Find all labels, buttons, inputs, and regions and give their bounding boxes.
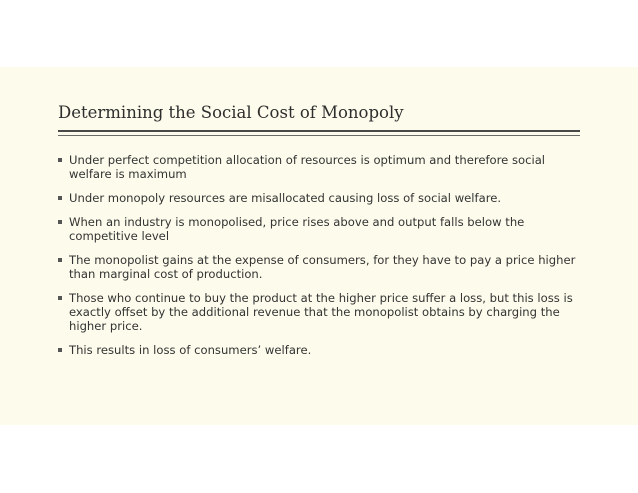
bullet-text: Under monopoly resources are misallocated causing loss of social welfare.	[69, 191, 502, 205]
bullet-text: The monopolist gains at the expense of consumers, for they have to pay a price higher than marginal cost of production.	[69, 253, 576, 281]
title-divider-thick	[58, 130, 580, 132]
bullet-item	[58, 191, 588, 205]
square-bullet-icon	[58, 158, 62, 162]
square-bullet-icon	[58, 258, 62, 262]
square-bullet-icon	[58, 348, 62, 352]
bullet-item	[58, 153, 588, 181]
bullet-list	[58, 153, 588, 367]
bullet-item	[58, 291, 588, 333]
bullet-text: When an industry is monopolised, price rises above and output falls below the competitive level	[69, 215, 525, 243]
bullet-text: Under perfect competition allocation of resources is optimum and therefore social welfare is maximum	[69, 153, 546, 181]
slide-title: Determining the Social Cost of Monopoly	[58, 103, 404, 122]
title-divider-thin	[58, 135, 580, 136]
bullet-text: Those who continue to buy the product at the higher price suffer a loss, but this loss is exactly offset by the additional revenue that the monopolist obtains by charging the higher price.	[69, 291, 573, 333]
bullet-item	[58, 253, 588, 281]
bullet-text: This results in loss of consumers’ welfare.	[69, 343, 312, 357]
bullet-item	[58, 343, 588, 357]
square-bullet-icon	[58, 296, 62, 300]
bullet-item	[58, 215, 588, 243]
square-bullet-icon	[58, 220, 62, 224]
square-bullet-icon	[58, 196, 62, 200]
slide	[0, 67, 638, 425]
